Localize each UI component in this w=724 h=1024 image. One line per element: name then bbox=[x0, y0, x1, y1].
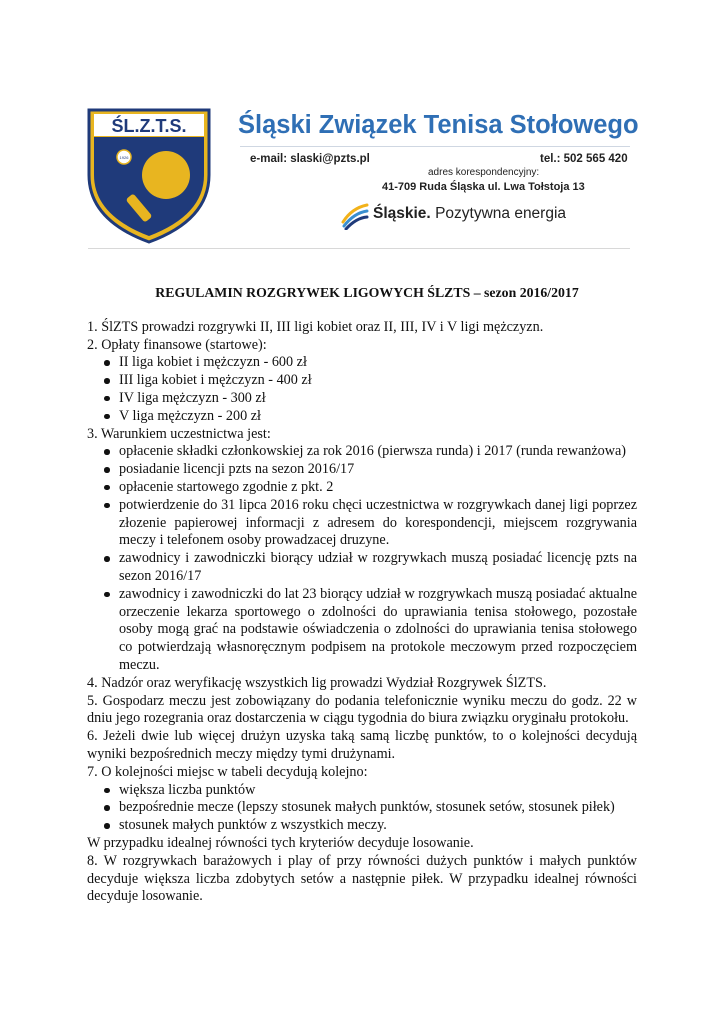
logo-text: ŚL.Z.T.S. bbox=[111, 116, 187, 136]
contact-phone: tel.: 502 565 420 bbox=[540, 153, 628, 165]
list-item: większa liczba punktów bbox=[87, 782, 637, 800]
list-item: posiadanie licencji pzts na sezon 2016/17 bbox=[87, 461, 637, 479]
slzts-logo bbox=[84, 105, 214, 245]
letterhead-rule bbox=[88, 248, 630, 249]
header-divider bbox=[240, 146, 630, 147]
list-item: bezpośrednie mecze (lepszy stosunek małych punktów, stosunek setów, stosunek piłek) bbox=[87, 799, 637, 817]
list-item: II liga kobiet i mężczyzn - 600 zł bbox=[87, 354, 637, 372]
address: 41-709 Ruda Śląska ul. Lwa Tołstoja 13 bbox=[382, 181, 585, 193]
list-item: IV liga mężczyzn - 300 zł bbox=[87, 390, 637, 408]
slaskie-swirl-icon bbox=[340, 200, 370, 230]
org-name: Śląski Związek Tenisa Stołowego bbox=[238, 111, 639, 139]
section-1: 1. ŚlZTS prowadzi rozgrywki II, III ligi kobiet oraz II, III, IV i V ligi mężczyzn. bbox=[87, 318, 544, 335]
section-8: 8. W rozgrywkach barażowych i play of przy równości dużych punktów i małych punktów decyduje większa liczba zdobytych setów a następnie piłek. W przypadku idealnej równości decyduje losowanie. bbox=[87, 852, 637, 905]
list-item: potwierdzenie do 31 lipca 2016 roku chęci uczestnictwa w rozgrywkach danej ligi poprzez złozenie papierowej informacji z adresem do korespondencji, miejscem rozgrywania meczy i telefonem osoby prowadzacej druzyne. bbox=[87, 497, 637, 550]
document-title: REGULAMIN ROZGRYWEK LIGOWYCH ŚLZTS – sezon 2016/2017 bbox=[155, 285, 579, 300]
conditions-list bbox=[87, 443, 637, 674]
list-item: zawodnicy i zawodniczki biorący udział w rozgrywkach muszą posiadać licencję pzts na sezon 2016/17 bbox=[87, 550, 637, 586]
list-item: III liga kobiet i mężczyzn - 400 zł bbox=[87, 372, 637, 390]
fees-list bbox=[87, 354, 637, 425]
logo-year: 1926 bbox=[119, 155, 129, 160]
sponsor-brand: Śląskie. bbox=[373, 205, 431, 222]
sponsor-slogan: Pozytywna energia bbox=[435, 205, 567, 222]
section-2: 2. Opłaty finansowe (startowe): bbox=[87, 336, 267, 353]
sponsor-logo bbox=[340, 200, 580, 234]
ranking-order-list bbox=[87, 782, 637, 835]
list-item: opłacenie startowego zgodnie z pkt. 2 bbox=[87, 479, 637, 497]
list-item: stosunek małych punktów z wszystkich meczy. bbox=[87, 817, 637, 835]
contact-email[interactable]: e-mail: slaski@pzts.pl bbox=[250, 153, 370, 165]
section-6: 6. Jeżeli dwie lub więcej drużyn uzyska taką samą liczbę punktów, to o kolejności decydują wyniki bezpośrednich meczy między tymi drużynami. bbox=[87, 728, 637, 762]
list-item: zawodnicy i zawodniczki do lat 23 biorący udział w rozgrywkach muszą posiadać aktualne orzeczenie lekarza sportowego o zdolności do uprawiania tenisa stołowego, pozostałe osoby mogą grać na podstawie oświadczenia o zdolności do uprawiania tenisa stołowego co potwierdzają własnoręcznym podpisem na protokole meczowym przed rozpoczęciem meczu. bbox=[87, 586, 637, 675]
section-7-note: W przypadku idealnej równości tych kryteriów decyduje losowanie. bbox=[87, 834, 474, 851]
list-item: opłacenie składki członkowskiej za rok 2016 (pierwsza runda) i 2017 (runda rewanżowa) bbox=[87, 443, 637, 461]
address-label: adres korespondencyjny: bbox=[428, 167, 540, 178]
section-4: 4. Nadzór oraz weryfikację wszystkich lig prowadzi Wydział Rozgrywek ŚlZTS. bbox=[87, 674, 547, 691]
letterhead bbox=[0, 0, 724, 260]
section-3: 3. Warunkiem uczestnictwa jest: bbox=[87, 425, 271, 442]
section-7: 7. O kolejności miejsc w tabeli decydują kolejno: bbox=[87, 763, 368, 780]
regulations-document bbox=[87, 284, 637, 906]
section-5: 5. Gospodarz meczu jest zobowiązany do podania telefonicznie wyniku meczu do godz. 22 w dniu jego rozegrania oraz dostarczenia w ciągu tygodnia do biura związku oryginału protokołu. bbox=[87, 692, 637, 727]
list-item: V liga mężczyzn - 200 zł bbox=[87, 408, 637, 426]
